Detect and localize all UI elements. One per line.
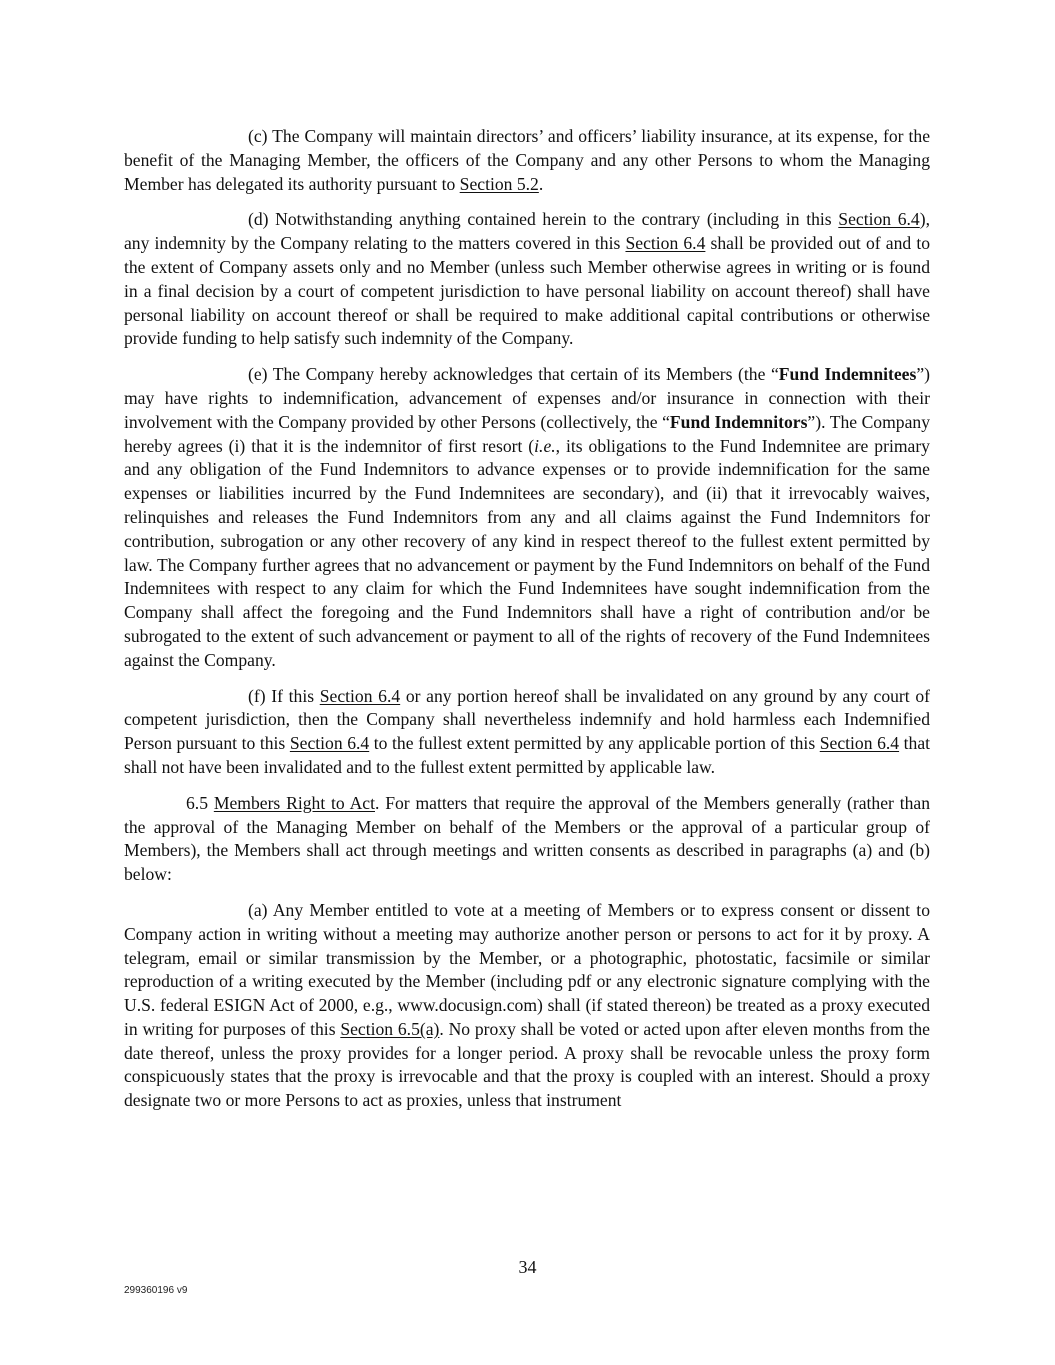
paragraph-d bbox=[124, 208, 930, 351]
paragraph-text: to the fullest extent permitted by any applicable portion of this bbox=[369, 733, 820, 754]
defined-term: Fund Indemnitors bbox=[669, 411, 808, 432]
section-6-5 bbox=[124, 792, 930, 887]
paragraph-text: (e) The Company hereby acknowledges that certain of its Members (the “ bbox=[248, 364, 779, 385]
paragraph-text: (a) Any Member entitled to vote at a meeting of Members or to express consent or dissent to Company action in writing without a meeting may authorize another person or persons to act for it by proxy. A telegram, email or similar transmission by the Member, or a photographic, photostatic, facsimile or similar reproduction of a writing executed by the Member (including pdf or any electronic signature complying with the U.S. federal ESIGN Act of 2000, e.g., www.docusign.com) shall (if stated thereon) be treated as a proxy executed in writing for purposes of this bbox=[124, 899, 930, 1039]
paragraph-text: shall be provided out of and to the extent of Company assets only and no Member (unless such Member otherwise agrees in writing or is found in a final decision by a court of competent jurisdiction to have personal liability on account thereof) shall have personal liability on account thereof or shall be required to make additional capital contributions or otherwise provide funding to help satisfy such indemnity of the Company. bbox=[124, 233, 931, 349]
section-reference: Section 6.4 bbox=[289, 733, 370, 754]
document-body bbox=[124, 125, 930, 1125]
paragraph-text: (c) The Company will maintain directors’ and officers’ liability insurance, at its expense, for the benefit of the Managing Member, the officers of the Company and any other Persons to whom the Managing Member has delegated its authority pursuant to bbox=[124, 126, 930, 194]
document-id: 299360196 v9 bbox=[124, 1285, 188, 1296]
section-reference: Section 5.2 bbox=[459, 173, 539, 194]
paragraph-text: . bbox=[538, 173, 544, 194]
section-heading: Members Right to Act bbox=[213, 792, 375, 813]
italic-text: i.e. bbox=[534, 435, 556, 456]
paragraph-text: , its obligations to the Fund Indemnitee are primary and any obligation of the Fund Indemnitors to advance expenses or to provide indemnification for the same expenses or liabilities incurred by the Fund Indemnitees are secondary), and (ii) that it irrevocably waives, relinquishes and releases the Fund Indemnitors from any and all claims against the Fund Indemnitors for contribution, subrogation or any other recovery of any kind in respect thereof to the fullest extent permitted by law. The Company further agrees that no advancement or payment by the Fund Indemnitors on behalf of the Fund Indemnitees with respect to any claim for which the Fund Indemnitees have sought indemnification from the Company shall affect the foregoing and the Fund Indemnitors shall have a right of contribution and/or be subrogated to the extent of such advancement or payment to all of the rights of recovery of the Fund Indemnitees against the Company. bbox=[124, 435, 930, 670]
paragraph-text: . For matters that require the approval of the Members generally (rather than the approval of the Managing Member on behalf of the Members or the approval of a particular group of Members), the Members shall act through meetings and written consents as described in paragraphs (a) and (b) below: bbox=[124, 792, 931, 885]
paragraph-text: (f) If this bbox=[248, 685, 320, 706]
paragraph-text: (d) Notwithstanding anything contained herein to the contrary (including in this bbox=[248, 209, 839, 230]
paragraph-f bbox=[124, 685, 930, 780]
section-reference: Section 6.4 bbox=[819, 733, 900, 754]
paragraph-text: ), any indemnity by the Company relating to the matters covered in this bbox=[124, 209, 930, 254]
paragraph-text: or any portion hereof shall be invalidated on any ground by any court of competent jurisdiction, then the Company shall nevertheless indemnify and hold harmless each Indemnified Person pursuant to this bbox=[124, 685, 930, 754]
paragraph-text: . No proxy shall be voted or acted upon after eleven months from the date thereof, unless the proxy provides for a longer period. A proxy shall be revocable unless the proxy form conspicuously states that the proxy is irrevocable and that the proxy is coupled with an interest. Should a proxy designate two or more Persons to act as proxies, unless that instrument bbox=[124, 1018, 930, 1111]
paragraph-a bbox=[124, 899, 930, 1113]
section-number: 6.5 bbox=[186, 792, 214, 813]
section-reference: Section 6.4 bbox=[625, 233, 706, 254]
section-reference: Section 6.5(a) bbox=[340, 1018, 440, 1039]
paragraph-text: ”) may have rights to indemnification, advancement of expenses and/or insurance in connection with their involvement with the Company provided by other Persons (collectively, the “ bbox=[124, 364, 930, 432]
paragraph-text: that shall not have been invalidated and to the fullest extent permitted by applicable law. bbox=[124, 733, 931, 777]
defined-term: Fund Indemnitees bbox=[778, 364, 917, 385]
page-number: 34 bbox=[518, 1257, 537, 1277]
paragraph-c bbox=[124, 125, 930, 196]
section-reference: Section 6.4 bbox=[319, 685, 401, 706]
paragraph-e bbox=[124, 363, 930, 672]
section-reference: Section 6.4 bbox=[838, 209, 920, 230]
paragraph-text: ”). The Company hereby agrees (i) that it is the indemnitor of first resort ( bbox=[124, 411, 930, 456]
